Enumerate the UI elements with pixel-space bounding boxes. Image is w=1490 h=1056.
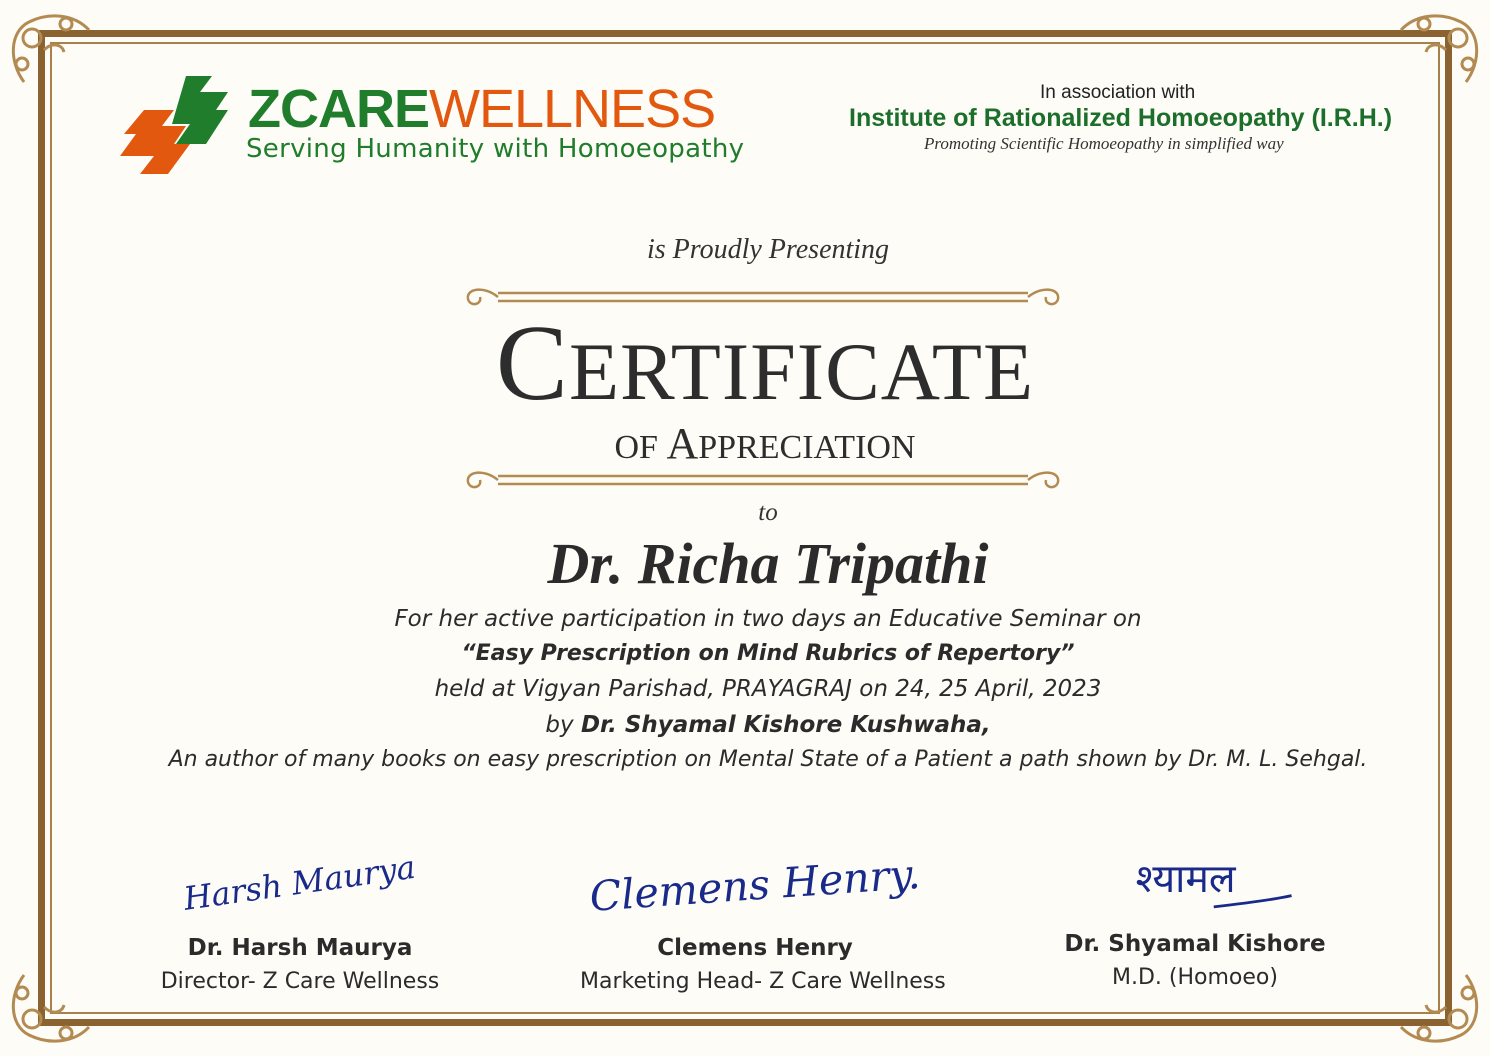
presenting-text: is Proudly Presenting [646,234,890,265]
signatory-name: Dr. Shyamal Kishore [1064,931,1326,957]
recipient-name: Dr. Richa Tripathi [547,531,989,596]
certificate-title-initial: C [495,304,569,423]
seminar-title: “Easy Prescription on Mind Rubrics of Repertory” [461,641,1075,666]
body-line-3: held at Vigyan Parishad, PRAYAGRAJ on 24, 25 April, 2023 [434,676,1102,702]
bottom-ornament-divider [458,466,1068,496]
brand-tagline: Serving Humanity with Homoeopathy [246,134,745,164]
signature-clemens-henry [580,830,930,920]
signatory-role: Director- Z Care Wellness [160,969,440,994]
association-label: In association with [1040,82,1196,103]
body-line-4-prefix: by [545,712,581,738]
brand-name [248,78,715,140]
signature-block-1 [150,830,450,994]
body-line-4 [0,712,1490,738]
corner-ornament-bottom-right [1391,960,1486,1055]
corner-ornament-bottom-left [4,960,99,1055]
signatory-name: Clemens Henry [657,935,853,961]
body-line-1: For her active participation in two days an Educative Seminar on [394,606,1142,632]
corner-ornament-top-left [4,2,99,97]
svg-text:श्यामल: श्यामल [1135,855,1236,902]
to-label: to [758,499,778,526]
certificate-subtitle-rest: PPRECIATION [698,429,916,466]
signatory-role: M.D. (Homoeo) [1112,965,1278,990]
brand-name-part1: ZCARE [248,79,429,139]
signature-block-3 [1040,830,1350,990]
zcare-logo-icon [116,74,236,176]
svg-text:Harsh Maurya: Harsh Maurya [181,847,418,918]
speaker-name: Dr. Shyamal Kishore Kushwaha, [580,712,991,738]
signature-block-2 [580,830,946,994]
signatory-name: Dr. Harsh Maurya [187,935,413,961]
corner-ornament-top-right [1391,2,1486,97]
certificate-subtitle-of: OF [614,429,667,466]
institute-name: Institute of Rationalized Homoeopathy (I.R.H.) [849,104,1393,132]
body-line-5: An author of many books on easy prescription on Mental State of a Patient a path shown by Dr. M. L. Sehgal. [168,747,1368,772]
certificate-title-rest: ERTIFICATE [568,326,1035,417]
brand-name-part2: WELLNESS [429,79,716,139]
signatory-role: Marketing Head- Z Care Wellness [580,969,946,994]
institute-tagline: Promoting Scientific Homoeopathy in simplified way [924,134,1284,153]
certificate-title [0,302,1490,426]
svg-text:Clemens Henry.: Clemens Henry. [588,849,922,920]
certificate-subtitle-initial: A [666,419,699,468]
certificate-subtitle [0,418,1490,469]
signature-harsh-maurya [150,830,450,920]
signature-shyamal [1040,830,1350,920]
